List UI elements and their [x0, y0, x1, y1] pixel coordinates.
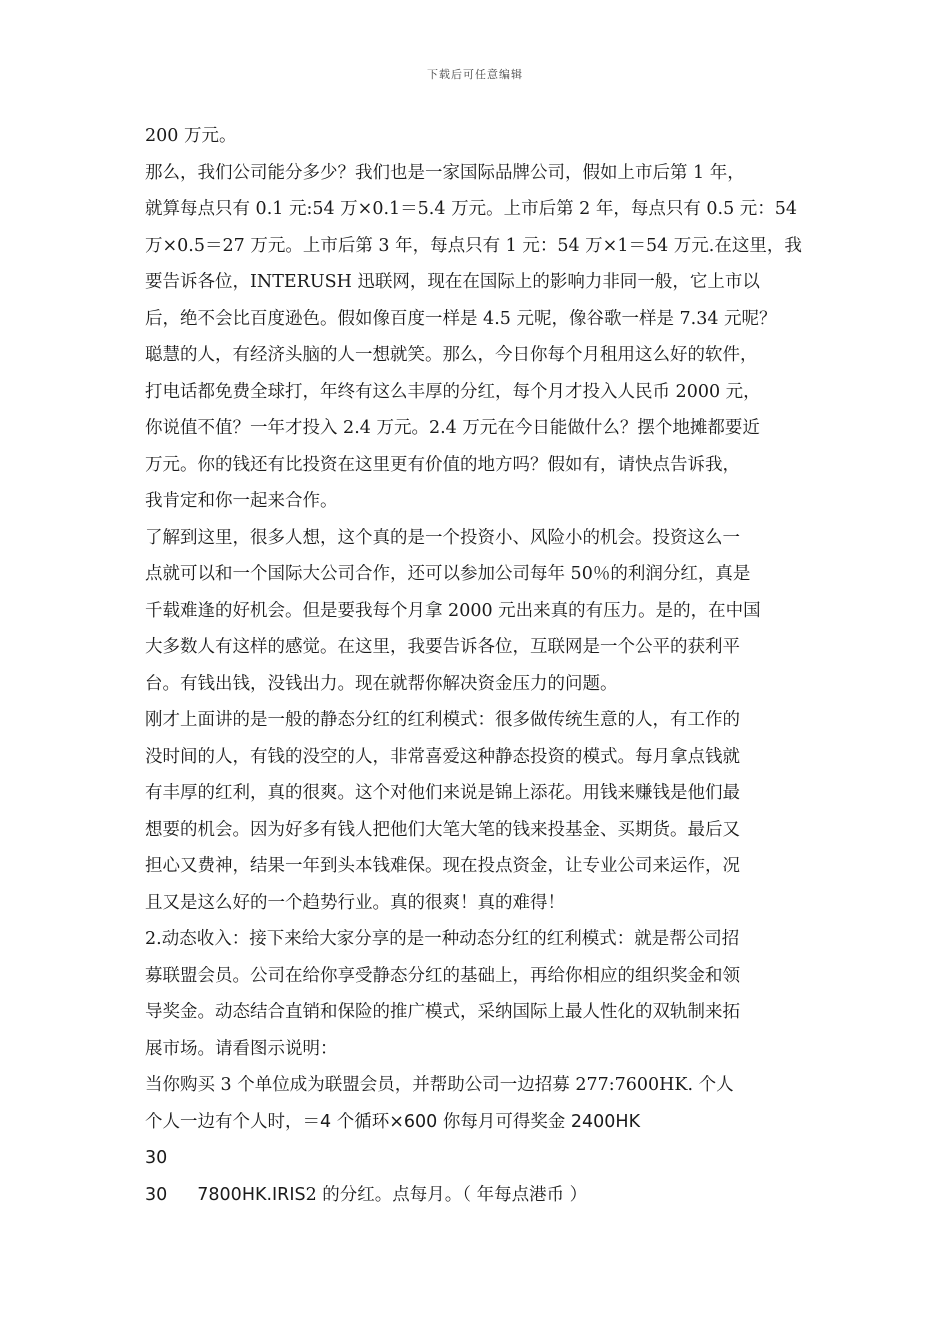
paragraph-line: 担心又费神，结果一年到头本钱难保。现在投点资金，让专业公司来运作，况 [145, 856, 740, 876]
paragraph-line: 导奖金。动态结合直销和保险的推广模式，采纳国际上最人性化的双轨制来拓 [145, 1002, 740, 1022]
paragraph-line: 募联盟会员。公司在给你享受静态分红的基础上，再给你相应的组织奖金和领 [145, 965, 740, 986]
paragraph-line: 打电话都免费全球打，年终有这么丰厚的分红，每个月才投入人民币 2000 元， [145, 381, 761, 402]
paragraph-line: 2.动态收入：接下来给大家分享的是一种动态分红的红利模式：就是帮公司招 [145, 929, 740, 949]
last-line-right: 2 的分红。点每月。（ 年每点港币 ） [305, 1184, 588, 1205]
paragraph-line: 200 万元。 [145, 126, 237, 146]
paragraph-line: 万元。你的钱还有比投资在这里更有价值的地方吗？假如有，请快点告诉我， [145, 454, 740, 475]
paragraph-line: 那么，我们公司能分多少？我们也是一家国际品牌公司，假如上市后第 1 年， [145, 162, 745, 183]
paragraph-line: 千载难逢的好机会。但是要我每个月拿 2000 元出来真的有压力。是的，在中国 [145, 600, 761, 621]
paragraph-line: 点就可以和一个国际大公司合作，还可以参加公司每年 50％的利润分红，真是 [145, 564, 751, 584]
last-line-middle: 7800HK.IRIS [197, 1184, 306, 1205]
paragraph-line: 有丰厚的红利，真的很爽。这个对他们来说是锦上添花。用钱来赚钱是他们最 [145, 783, 740, 803]
paragraph-line: 当你购买 3 个单位成为联盟会员，并帮助公司一边招募 277:7600HK. 个人 [145, 1075, 734, 1095]
paragraph-line: 后，绝不会比百度逊色。假如像百度一样是 4.5 元呢，像谷歌一样是 7.34 元呢？ [145, 308, 777, 329]
page-header: 下载后可任意编辑 [427, 68, 523, 81]
paragraph-line: 展市场。请看图示说明： [145, 1038, 338, 1059]
paragraph-line: 聪慧的人，有经济头脑的人一想就笑。那么，今日你每个月租用这么好的软件， [145, 345, 758, 365]
paragraph-line: 了解到这里，很多人想，这个真的是一个投资小、风险小的机会。投资这么一 [145, 527, 740, 548]
paragraph-line: 没时间的人，有钱的没空的人，非常喜爱这种静态投资的模式。每月拿点钱就 [145, 746, 740, 767]
paragraph-line: 大多数人有这样的感觉。在这里，我要告诉各位，互联网是一个公平的获利平 [145, 637, 740, 657]
document-body [145, 118, 825, 1213]
paragraph-line: 万×0.5＝27 万元。上市后第 3 年，每点只有 1 元：54 万×1＝54 万元.在这里，我 [145, 235, 802, 256]
paragraph-line: 你说值不值？一年才投入 2.4 万元。2.4 万元在今日能做什么？摆个地摊都要近 [145, 418, 760, 438]
paragraph-line: 我肯定和你一起来合作。 [145, 491, 338, 511]
last-line-left: 30 [145, 1184, 168, 1205]
last-line [145, 1177, 825, 1214]
paragraph-line: 就算每点只有 0.1 元:54 万×0.1＝5.4 万元。上市后第 2 年，每点只有 0.5 元：54 [145, 199, 798, 219]
paragraph-line: 想要的机会。因为好多有钱人把他们大笔大笔的钱来投基金、买期货。最后又 [145, 819, 740, 840]
paragraph-line: 30 [145, 1148, 168, 1168]
paragraph-line: 个人一边有个人时，＝4 个循环×600 你每月可得奖金 2400HK [145, 1111, 641, 1132]
paragraph-line: 刚才上面讲的是一般的静态分红的红利模式：很多做传统生意的人，有工作的 [145, 710, 740, 730]
paragraph-line: 且又是这么好的一个趋势行业。真的很爽！真的难得！ [145, 892, 565, 913]
paragraph-line: 要告诉各位，INTERUSH 迅联网，现在在国际上的影响力非同一般，它上市以 [145, 272, 760, 292]
paragraph-line: 台。有钱出钱，没钱出力。现在就帮你解决资金压力的问题。 [145, 673, 618, 694]
